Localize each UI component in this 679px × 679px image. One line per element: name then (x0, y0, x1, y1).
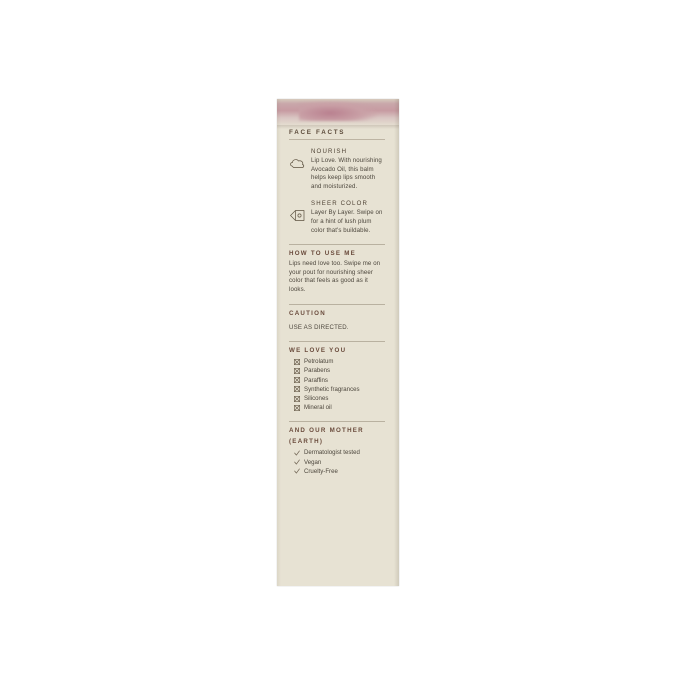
list-item (289, 458, 385, 467)
we-love-you-title: WE LOVE YOU (289, 347, 347, 355)
list-item-label: Vegan (304, 458, 322, 466)
feature-sheer-color-text: Layer By Layer. Swipe on for a hint of lush plum color that's buildable. (311, 209, 383, 234)
carton-cap-band (277, 99, 399, 125)
product-carton (277, 99, 399, 586)
paint-swatch-tag-icon (289, 207, 306, 231)
list-item (289, 366, 385, 375)
mother-earth-block (289, 426, 385, 476)
list-item-label: Cruelty-Free (304, 467, 338, 475)
list-item-label: Dermatologist tested (304, 449, 360, 457)
divider-2 (289, 304, 385, 305)
caution-block (289, 309, 385, 333)
list-item-label: Paraffins (304, 376, 328, 384)
list-item-label: Petrolatum (304, 358, 334, 366)
feature-sheer-color (289, 200, 385, 235)
list-item-label: Silicones (304, 395, 329, 403)
feature-nourish-text: Lip Love. With nourishing Avocado Oil, this balm helps keep lips smooth and moisturized. (311, 157, 382, 190)
caution-text: USE AS DIRECTED. (289, 323, 349, 331)
how-to-use-title: HOW TO USE ME (289, 250, 357, 258)
no-cross-icon (294, 359, 300, 365)
droplet-cloud-icon (289, 155, 306, 179)
feature-sheer-color-title: SHEER COLOR (311, 200, 369, 208)
lipstick-color-swatch-image (299, 101, 377, 121)
check-icon (294, 459, 300, 465)
list-item-label: Mineral oil (304, 404, 332, 412)
list-item (289, 376, 385, 385)
check-icon (294, 450, 300, 456)
we-love-you-block (289, 346, 385, 412)
no-cross-icon (294, 386, 300, 392)
mother-earth-title-line2: (EARTH) (289, 438, 324, 446)
list-item (289, 403, 385, 412)
caution-title: CAUTION (289, 309, 326, 317)
list-item (289, 357, 385, 366)
how-to-use-text: Lips need love too. Swipe me on your pout for nourishing sheer color that feels as good as it looks. (289, 260, 381, 293)
list-item (289, 467, 385, 476)
no-cross-icon (294, 405, 300, 411)
list-item-label: Synthetic fragrances (304, 385, 360, 393)
divider-3 (289, 341, 385, 342)
list-item (289, 448, 385, 457)
list-item (289, 385, 385, 394)
mother-earth-title-line1: AND OUR MOTHER (289, 427, 364, 435)
claims-list (289, 448, 385, 476)
carton-back-panel (289, 129, 385, 569)
free-from-list (289, 357, 385, 412)
divider-4 (289, 421, 385, 422)
carton-right-fold (394, 99, 399, 586)
feature-nourish (289, 148, 385, 191)
no-cross-icon (294, 368, 300, 374)
carton-left-fold (277, 99, 281, 586)
feature-nourish-title: NOURISH (311, 148, 348, 155)
no-cross-icon (294, 396, 300, 402)
how-to-use-block (289, 249, 385, 294)
check-icon (294, 468, 300, 474)
divider-1 (289, 244, 385, 245)
list-item (289, 394, 385, 403)
list-item-label: Parabens (304, 367, 331, 375)
no-cross-icon (294, 377, 300, 383)
face-facts-heading: FACE FACTS (289, 129, 385, 140)
